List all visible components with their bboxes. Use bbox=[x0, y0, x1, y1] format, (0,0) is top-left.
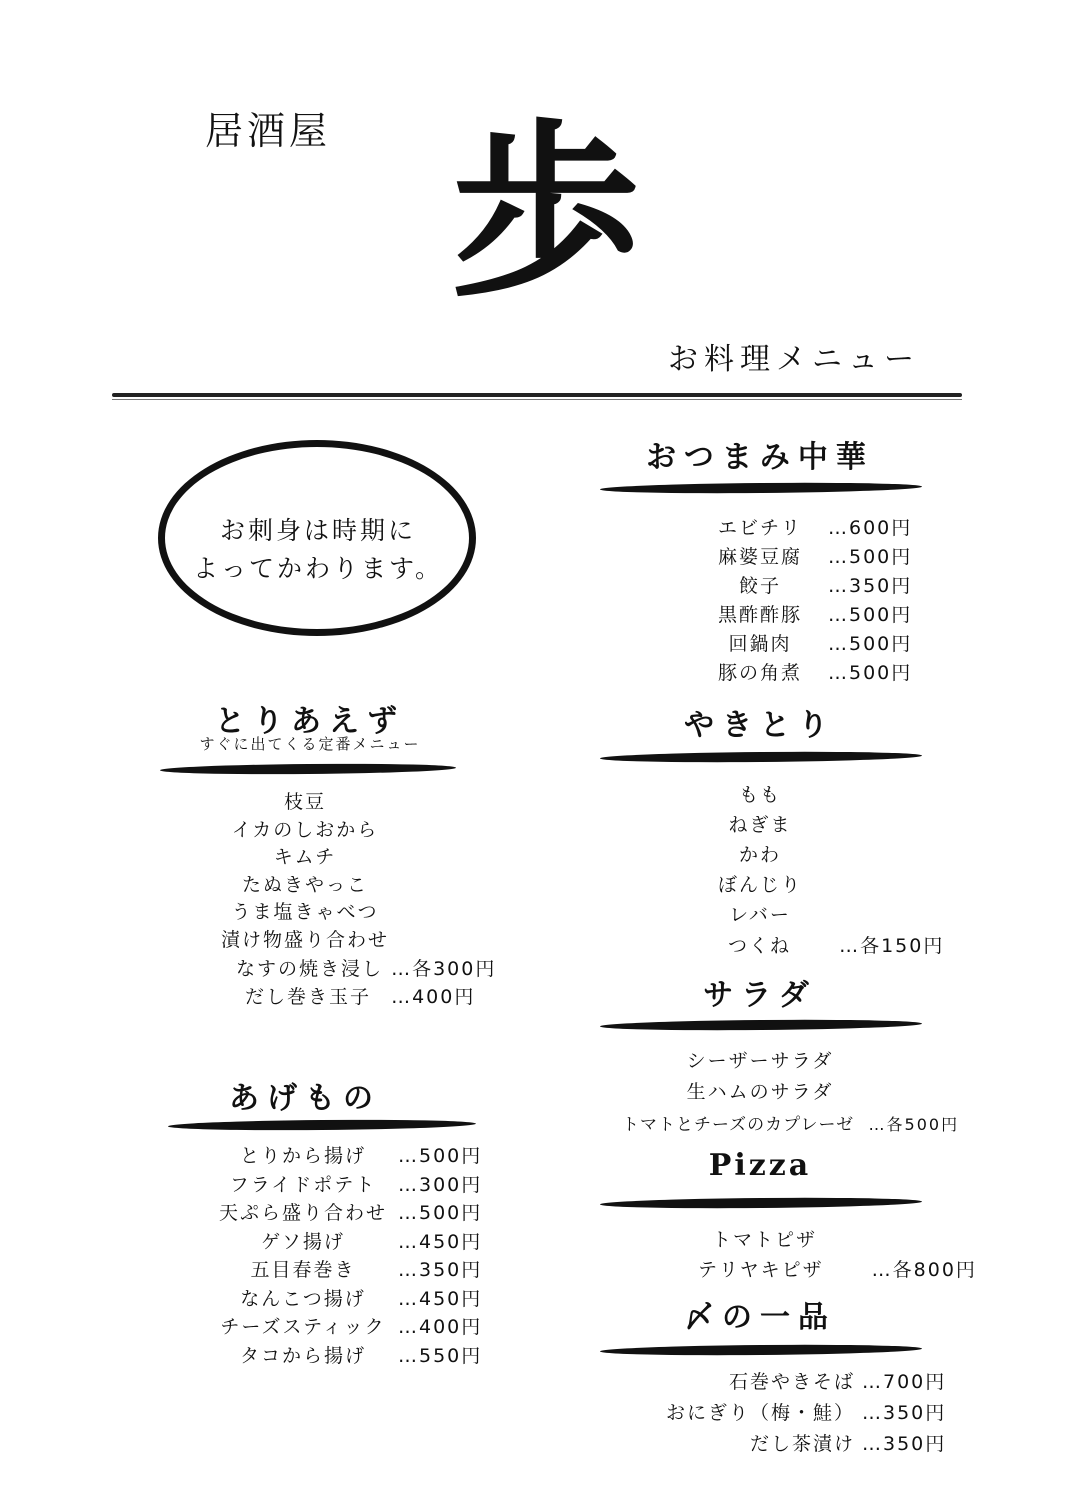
list-item bbox=[218, 1341, 508, 1368]
item-name: 五目春巻き bbox=[250, 1259, 356, 1281]
list-item: 生ハムのサラダ bbox=[686, 1081, 834, 1103]
sashimi-note bbox=[168, 512, 468, 588]
note-line: お刺身は時期に bbox=[219, 516, 416, 545]
header-divider-shadow bbox=[112, 399, 962, 400]
list-item: 漬け物盛り合わせ bbox=[220, 928, 389, 951]
toriaezu-subheading: すぐに出てくる定番メニュー bbox=[199, 735, 421, 753]
list-item bbox=[218, 1141, 508, 1168]
item-name: タコから揚げ bbox=[239, 1344, 366, 1367]
toriaezu-list bbox=[160, 789, 450, 955]
agemono-heading: あげもの bbox=[229, 1081, 381, 1116]
menu-title: お料理メニュー bbox=[668, 342, 920, 377]
item-name: エビチリ bbox=[717, 517, 802, 539]
list-item bbox=[218, 1312, 508, 1339]
shop-name: 歩 bbox=[450, 101, 641, 324]
yakitori-brush-stroke bbox=[600, 751, 922, 764]
list-item: うま塩きゃべつ bbox=[231, 901, 379, 924]
salad-brush-stroke bbox=[600, 1019, 922, 1032]
list-item: キムチ bbox=[273, 846, 337, 869]
item-name: だし茶漬け bbox=[749, 1433, 855, 1455]
salad-heading: サラダ bbox=[703, 978, 817, 1013]
list-item: レバー bbox=[729, 904, 791, 926]
header-divider bbox=[112, 393, 962, 397]
item-name: 豚の角煮 bbox=[717, 662, 802, 684]
toriaezu-brush-stroke bbox=[160, 763, 456, 776]
chuka-heading: おつまみ中華 bbox=[646, 440, 874, 475]
item-name: テリヤキピザ bbox=[698, 1259, 824, 1281]
item-name: 天ぷら盛り合わせ bbox=[218, 1202, 387, 1224]
list-item: ぼんじり bbox=[717, 874, 802, 896]
list-item bbox=[218, 1198, 508, 1225]
list-item bbox=[218, 1255, 508, 1282]
list-item bbox=[700, 658, 938, 685]
toriaezu-heading: とりあえず bbox=[215, 704, 405, 739]
list-item bbox=[700, 542, 938, 569]
item-name: だし巻き玉子 bbox=[245, 986, 372, 1008]
list-item bbox=[700, 513, 938, 540]
shime-brush-stroke bbox=[600, 1344, 922, 1357]
item-name: 石巻やきそば bbox=[728, 1371, 855, 1393]
list-item: 枝豆 bbox=[283, 791, 326, 813]
item-price: …各800円 bbox=[871, 1259, 977, 1281]
list-item bbox=[245, 982, 475, 1009]
item-price: …500円 bbox=[828, 633, 913, 655]
chuka-brush-stroke bbox=[600, 482, 922, 495]
item-price: …各500円 bbox=[868, 1115, 960, 1134]
list-item: シーザーサラダ bbox=[686, 1050, 834, 1072]
item-price: …450円 bbox=[398, 1230, 483, 1253]
item-name: 回鍋肉 bbox=[728, 633, 792, 655]
item-price: …各150円 bbox=[839, 935, 945, 957]
item-price: …300円 bbox=[398, 1173, 483, 1196]
item-price: …500円 bbox=[828, 546, 913, 568]
list-item bbox=[236, 954, 496, 981]
item-price: …550円 bbox=[398, 1344, 483, 1367]
item-price: …600円 bbox=[828, 517, 913, 539]
list-item bbox=[728, 931, 944, 958]
list-item: ねぎま bbox=[728, 814, 792, 836]
item-price: …500円 bbox=[828, 662, 913, 684]
item-price: …400円 bbox=[398, 1316, 483, 1338]
list-item: もも bbox=[738, 784, 781, 806]
item-name: チーズスティック bbox=[220, 1316, 386, 1338]
item-price: …500円 bbox=[398, 1202, 483, 1224]
item-name: トマトとチーズのカプレーゼ bbox=[622, 1115, 855, 1135]
item-name: 黒酢酢豚 bbox=[717, 604, 802, 626]
list-item bbox=[218, 1284, 508, 1311]
item-name: 麻婆豆腐 bbox=[717, 546, 802, 568]
list-item: イカのしおから bbox=[231, 818, 379, 841]
yakitori-heading: やきとり bbox=[684, 708, 836, 743]
item-name: 餃子 bbox=[738, 575, 781, 597]
item-name: なすの焼き浸し bbox=[236, 958, 384, 980]
list-item bbox=[698, 1255, 977, 1282]
list-item: かわ bbox=[738, 844, 781, 866]
list-item: トマトピザ bbox=[712, 1229, 818, 1251]
item-name: ゲソ揚げ bbox=[261, 1230, 345, 1253]
item-name: フライドポテト bbox=[229, 1173, 377, 1196]
pizza-brush-stroke bbox=[600, 1197, 922, 1210]
item-name: つくね bbox=[728, 935, 792, 957]
list-item bbox=[665, 1367, 972, 1394]
item-price: …450円 bbox=[398, 1287, 483, 1310]
item-price: …500円 bbox=[828, 604, 913, 626]
shop-subtitle: 居酒屋 bbox=[205, 109, 332, 153]
item-price: …500円 bbox=[398, 1145, 483, 1167]
yakitori-list bbox=[660, 780, 860, 930]
agemono-brush-stroke bbox=[168, 1119, 476, 1132]
item-price: …各300円 bbox=[391, 958, 497, 980]
item-name: おにぎり（梅・鮭） bbox=[665, 1402, 855, 1424]
list-item bbox=[218, 1170, 508, 1197]
item-name: とりから揚げ bbox=[239, 1145, 366, 1167]
item-price: …350円 bbox=[862, 1433, 947, 1455]
list-item bbox=[218, 1227, 508, 1254]
item-price: …350円 bbox=[398, 1259, 483, 1281]
list-item bbox=[700, 600, 938, 627]
list-item: たぬきやっこ bbox=[241, 873, 368, 896]
list-item bbox=[622, 1110, 959, 1135]
note-line: よってかわります。 bbox=[192, 554, 443, 583]
item-name: なんこつ揚げ bbox=[240, 1287, 366, 1310]
item-price: …350円 bbox=[828, 575, 913, 597]
item-price: …350円 bbox=[862, 1402, 947, 1424]
list-item bbox=[665, 1398, 972, 1425]
salad-list bbox=[660, 1046, 860, 1108]
pizza-heading: Pizza bbox=[708, 1148, 812, 1183]
list-item bbox=[700, 629, 938, 656]
list-item bbox=[665, 1429, 972, 1456]
item-price: …400円 bbox=[391, 986, 476, 1008]
shime-heading: 〆の一品 bbox=[684, 1300, 836, 1335]
item-price: …700円 bbox=[862, 1371, 947, 1393]
list-item bbox=[700, 571, 938, 598]
